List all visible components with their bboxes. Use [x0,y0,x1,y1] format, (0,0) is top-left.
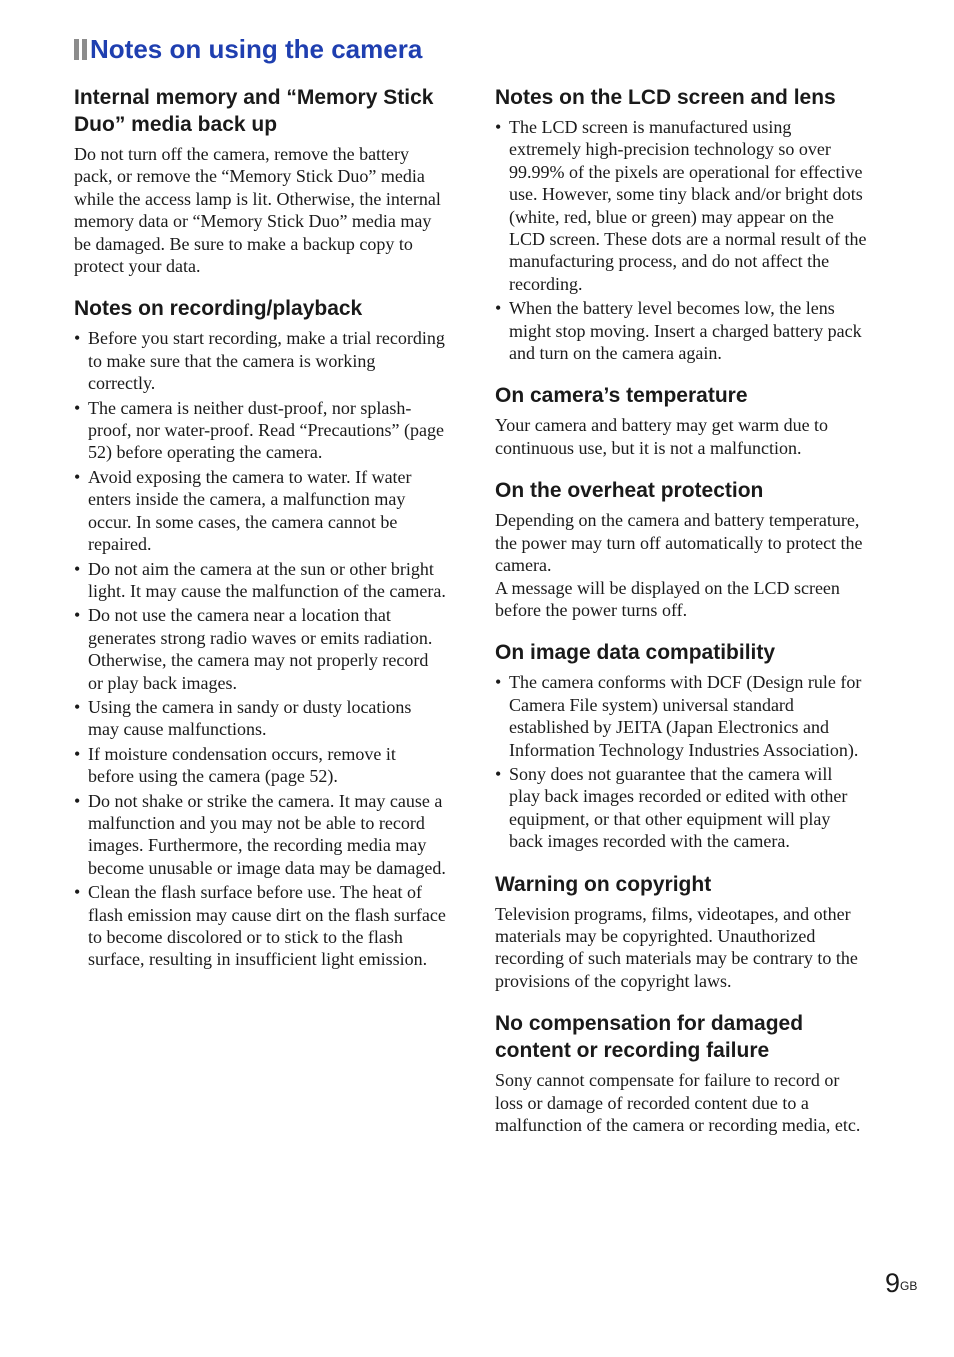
list-item: • Sony does not guarantee that the camera will play back images recorded or edited with other equipment, or that other equipment will play back images recorded with the camera. [495,763,867,853]
section-compatibility [495,639,867,852]
section-recording-playback [74,295,446,970]
page-number [885,1267,917,1299]
bullet-list [495,116,867,364]
list-item: • Using the camera in sandy or dusty locations may cause malfunctions. [74,696,446,741]
left-column [74,84,446,989]
section-overheat [495,477,867,621]
list-item: • The LCD screen is manufactured using extremely high-precision technology so over 99.99% of the pixels are operational for effective use. However, some tiny black and/or bright dots (white, red, blue or green) may appear on the LCD screen. These dots are a normal result of the manufacturing process, and do not affect the recording. [495,116,867,295]
section-text: Television programs, films, videotapes, and other materials may be copyrighted. Unauthorized recording of such materials may be contrary to the provisions of the copyright laws. [495,903,858,991]
section-text: Depending on the camera and battery temperature, the power may turn off automatically to protect the camera. [495,510,863,576]
list-item: • If moisture condensation occurs, remove it before using the camera (page 52). [74,743,446,788]
list-item: • Clean the flash surface before use. The heat of flash emission may cause dirt on the flash surface to become discolored or to stick to the flash surface, resulting in insufficient light emission. [74,881,446,971]
list-item: • When the battery level becomes low, the lens might stop moving. Insert a charged battery pack and turn on the camera again. [495,297,867,364]
page-number-suffix: GB [900,1279,918,1293]
section-heading: On image data compatibility [495,641,776,665]
section-heading: Internal memory and “Memory Stick Duo” media back up [74,86,434,136]
list-item: • Do not use the camera near a location that generates strong radio waves or emits radiation. Otherwise, the camera may not properly record or play back images. [74,604,446,694]
section-compensation [495,1010,867,1136]
list-item: • The camera conforms with DCF (Design rule for Camera File system) universal standard established by JEITA (Japan Electronics and Information Technology Industries Association). [495,671,867,761]
page-title-text: Notes on using the camera [90,34,423,64]
section-heading: Warning on copyright [495,872,712,896]
bullet-list [74,327,446,970]
section-memory-backup [74,84,446,277]
list-item: • Avoid exposing the camera to water. If water enters inside the camera, a malfunction may occur. In some cases, the camera cannot be repaired. [74,466,446,556]
section-text: A message will be displayed on the LCD screen before the power turns off. [495,577,840,620]
right-column [495,84,867,1154]
section-heading: On the overheat protection [495,479,764,503]
bullet-list [495,671,867,852]
section-heading: Notes on recording/playback [74,297,363,321]
section-heading: On camera’s temperature [495,384,748,408]
section-text: Sony cannot compensate for failure to record or loss or damage of recorded content due to a malfunction of the camera or recording media, etc. [495,1070,861,1135]
section-heading: Notes on the LCD screen and lens [495,86,836,109]
list-item: • Before you start recording, make a trial recording to make sure that the camera is working correctly. [74,327,446,394]
section-heading: No compensation for damaged content or recording failure [495,1012,804,1063]
section-text: Your camera and battery may get warm due to continuous use, but it is not a malfunction. [495,415,829,458]
list-item: • Do not shake or strike the camera. It may cause a malfunction and you may not be able to record images. Furthermore, the recording media may become unusable or image data may be damaged. [74,790,446,880]
list-item: • Do not aim the camera at the sun or other bright light. It may cause the malfunction of the camera. [74,558,446,603]
section-copyright [495,871,867,993]
page-title [74,32,422,66]
section-temperature [495,382,867,459]
section-lcd-lens [495,84,867,364]
list-item: • The camera is neither dust-proof, nor splash-proof, nor water-proof. Read “Precautions” (page 52) before operating the camera. [74,397,446,464]
page-number-value: 9 [885,1268,901,1298]
section-marker-icon [74,39,87,60]
section-text: Do not turn off the camera, remove the battery pack, or remove the “Memory Stick Duo” media while the access lamp is lit. Otherwise, the internal memory data or “Memory Stick Duo” media may be damaged. Be sure to make a backup copy to protect your data. [74,144,441,277]
